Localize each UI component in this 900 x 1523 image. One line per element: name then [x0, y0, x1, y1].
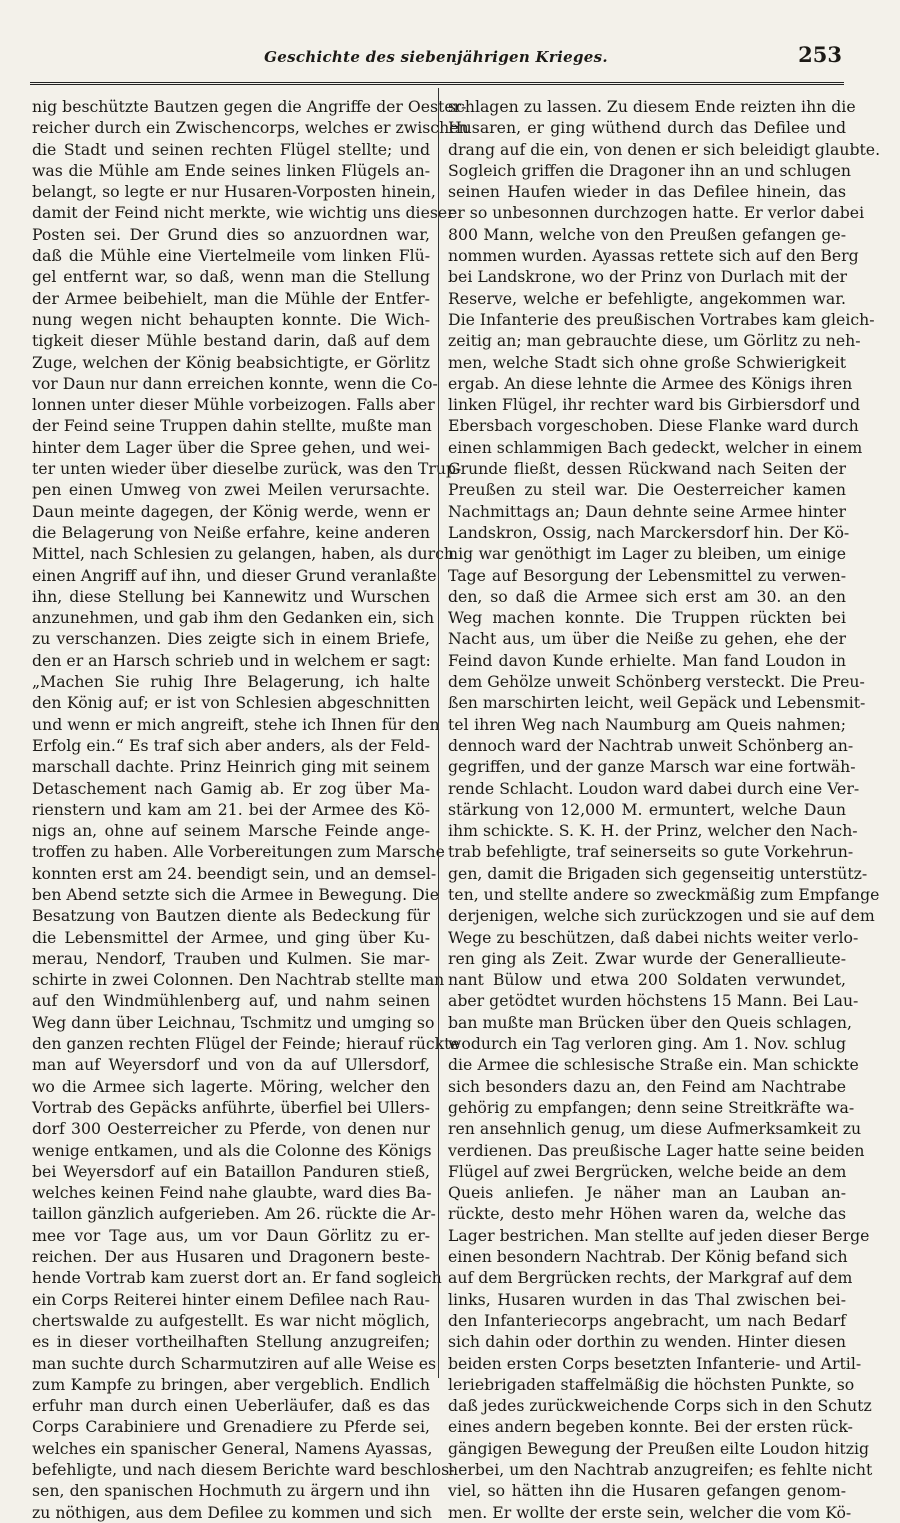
text-line: Feind davon Kunde erhielte. Man fand Loudon in [448, 650, 846, 670]
text-line: Weg dann über Leichnau, Tschmitz und umging so [32, 1012, 435, 1032]
text-line: was die Mühle am Ende seines linken Flügels an- [32, 160, 430, 180]
text-line: pen einen Umweg von zwei Meilen verursachte. [32, 480, 430, 500]
text-line: nigs an, ohne auf seinem Marsche Feinde ange- [32, 821, 430, 841]
text-line: Corps Carabiniere und Grenadiere zu Pferde sei, [32, 1417, 430, 1437]
text-line: dorf 300 Oesterreicher zu Pferde, von denen nur [32, 1119, 430, 1139]
text-line: Nachmittags an; Daun dehnte seine Armee hinter [448, 501, 846, 521]
text-line: men. Er wollte der erste sein, welcher die vom Kö- [448, 1502, 852, 1522]
text-line: den König auf; er ist von Schlesien abgeschnitten [32, 693, 430, 713]
header-rule [30, 82, 844, 85]
text-line: Reserve, welche er befehligte, angekommen war. [448, 288, 846, 308]
text-line: Erfolg ein.“ Es traf sich aber anders, als der Feld- [32, 735, 430, 755]
text-line: 800 Mann, welche von den Preußen gefangen ge- [448, 224, 846, 244]
text-line: verdienen. Das preußische Lager hatte seine beiden [448, 1140, 865, 1160]
text-line: die Stadt und seinen rechten Flügel stellte; und [32, 139, 430, 159]
text-line: einen Angriff auf ihn, und dieser Grund veranlaßte [32, 565, 437, 585]
text-line: links, Husaren wurden in das Thal zwischen bei- [448, 1289, 846, 1309]
text-line: gen, damit die Brigaden sich gegenseitig unterstütz- [448, 863, 868, 883]
text-line: erfuhr man durch einen Ueberläufer, daß es das [32, 1396, 430, 1416]
text-line: sich besonders dazu an, den Feind am Nachtrabe [448, 1076, 846, 1096]
text-line: rienstern und kam am 21. bei der Armee des Kö- [32, 799, 430, 819]
text-line: lonnen unter dieser Mühle vorbeizogen. Falls aber [32, 395, 435, 415]
text-line: welches keinen Feind nahe glaubte, ward dies Ba- [32, 1183, 432, 1203]
text-line: anzunehmen, und gab ihm den Gedanken ein, sich [32, 608, 435, 628]
text-line: men, welche Stadt sich ohne große Schwierigkeit [448, 352, 846, 372]
text-line: taillon gänzlich aufgerieben. Am 26. rückte die Ar- [32, 1204, 436, 1224]
text-line: aber getödtet wurden höchstens 15 Mann. Bei Lau- [448, 991, 859, 1011]
text-line: nig war genöthigt im Lager zu bleiben, um einige [448, 544, 846, 564]
text-line: Detaschement nach Gamig ab. Er zog über Ma- [32, 778, 430, 798]
text-line: herbei, um den Nachtrab anzugreifen; es fehlte nicht [448, 1460, 873, 1479]
text-line: ten, und stellte andere so zweckmäßig zum Empfange [448, 884, 880, 904]
text-line: Besatzung von Bautzen diente als Bedeckung für [32, 906, 430, 926]
text-line: dem Gehölze unweit Schönberg versteckt. Die Preu- [448, 672, 865, 692]
text-line: tigkeit dieser Mühle bestand darin, daß auf dem [32, 331, 430, 351]
text-line: ihm schickte. S. K. H. der Prinz, welcher den Nach- [448, 821, 858, 841]
text-line: schlagen zu lassen. Zu diesem Ende reizten ihn die [448, 97, 856, 116]
text-line: den, so daß die Armee sich erst am 30. an den [448, 586, 846, 606]
text-line: ben Abend setzte sich die Armee in Bewegung. Die [32, 884, 439, 904]
text-line: zu nöthigen, aus dem Defilee zu kommen und sich [32, 1502, 432, 1522]
text-line: den ganzen rechten Flügel der Feinde; hierauf rückte [32, 1034, 460, 1054]
text-line: Ebersbach vorgeschoben. Diese Flanke ward durch [448, 416, 859, 436]
column-divider [438, 88, 439, 1378]
text-line: derjenigen, welche sich zurückzogen und sie auf dem [448, 906, 875, 926]
text-line: es in dieser vortheilhaften Stellung anzugreifen; [32, 1332, 430, 1352]
text-line: Posten sei. Der Grund dies so anzuordnen war, [32, 224, 430, 244]
text-line: stärkung von 12,000 M. ermuntert, welche Daun [448, 799, 846, 819]
text-line: eines andern begeben konnte. Bei der ersten rück- [448, 1417, 853, 1437]
text-line: Lager bestrichen. Man stellte auf jeden dieser Berge [448, 1225, 870, 1245]
text-line: ter unten wieder über dieselbe zurück, was den Trup- [32, 459, 462, 479]
text-line: man auf Weyersdorf und von da auf Ullersdorf, [32, 1055, 430, 1075]
text-line: die Belagerung von Neiße erfahre, keine anderen [32, 522, 430, 542]
text-line: Zuge, welchen der König beabsichtigte, er Görlitz [32, 352, 430, 372]
text-line: merau, Nendorf, Trauben und Kulmen. Sie mar- [32, 948, 430, 968]
text-line: konnten erst am 24. beendigt sein, und an demsel- [32, 863, 437, 883]
text-line: gel entfernt war, so daß, wenn man die Stellung [32, 267, 430, 287]
text-line: marschall dachte. Prinz Heinrich ging mit seinem [32, 757, 430, 777]
text-line: bei Landskrone, wo der Prinz von Durlach mit der [448, 267, 848, 287]
text-line: Flügel auf zwei Bergrücken, welche beide an dem [448, 1161, 847, 1181]
text-line: hinter dem Lager über die Spree gehen, und wei- [32, 437, 430, 457]
running-head [30, 40, 842, 78]
text-line: ßen marschirten leicht, weil Gepäck und Lebensmit- [448, 693, 866, 713]
text-line: zeitig an; man gebrauchte diese, um Görlitz zu neh- [448, 331, 861, 351]
text-line: Landskron, Ossig, nach Marckersdorf hin. Der Kö- [448, 522, 850, 542]
text-line: vor Daun nur dann erreichen konnte, wenn die Co- [32, 373, 438, 393]
text-line: Daun meinte dagegen, der König werde, wenn er [32, 501, 430, 521]
text-line: bei Weyersdorf auf ein Bataillon Panduren stieß, [32, 1161, 430, 1181]
text-line: ren ansehnlich genug, um diese Aufmerksamkeit zu [448, 1119, 862, 1139]
text-line: Die Infanterie des preußischen Vortrabes kam gleich- [448, 309, 875, 329]
text-line: nig beschützte Bautzen gegen die Angriffe der Oester- [32, 97, 467, 116]
text-line: einen besondern Nachtrab. Der König befand sich [448, 1247, 848, 1267]
text-line: gehörig zu empfangen; denn seine Streitkräfte wa- [448, 1097, 855, 1117]
text-line: einen schlammigen Bach gedeckt, welcher in einem [448, 437, 863, 457]
right-column [448, 96, 881, 1522]
text-line: Nacht aus, um über die Neiße zu gehen, ehe der [448, 629, 846, 649]
text-line: beiden ersten Corps besetzten Infanterie- und Artil- [448, 1353, 862, 1373]
text-line: den er an Harsch schrieb und in welchem er sagt: [32, 650, 431, 670]
text-line: dennoch ward der Nachtrab unweit Schönberg an- [448, 735, 854, 755]
text-line: Grunde fließt, dessen Rückwand nach Seiten der [448, 459, 846, 479]
text-line: „Machen Sie ruhig Ihre Belagerung, ich halte [32, 672, 430, 692]
text-line: ban mußte man Brücken über den Queis schlagen, [448, 1012, 852, 1032]
text-line: Weg machen konnte. Die Truppen rückten bei [448, 608, 846, 628]
text-line: ren ging als Zeit. Zwar wurde der Generallieute- [448, 948, 846, 968]
text-line: wenige entkamen, und als die Colonne des Königs [32, 1140, 432, 1160]
text-line: hende Vortrab kam zuerst dort an. Er fand sogleich [32, 1268, 442, 1288]
text-line: auf dem Bergrücken rechts, der Markgraf auf dem [448, 1268, 853, 1288]
text-line: man suchte durch Scharmutziren auf alle Weise es [32, 1353, 437, 1373]
text-line: reicher durch ein Zwischencorps, welches er zwischen [32, 118, 469, 138]
text-line: wodurch ein Tag verloren ging. Am 1. Nov. schlug [448, 1034, 846, 1054]
text-line: tel ihren Weg nach Naumburg am Queis nahmen; [448, 714, 846, 734]
text-line: damit der Feind nicht merkte, wie wichtig uns dieser [32, 203, 455, 223]
text-line: rende Schlacht. Loudon ward dabei durch eine Ver- [448, 778, 860, 798]
running-title: Geschichte des siebenjährigen Krieges. [264, 48, 608, 66]
text-line: Tage auf Besorgung der Lebensmittel zu verwen- [448, 565, 846, 585]
text-line: nant Bülow und etwa 200 Soldaten verwundet, [448, 970, 846, 990]
text-line: schirte in zwei Colonnen. Den Nachtrab stellte man [32, 970, 445, 990]
text-line: gängigen Bewegung der Preußen eilte Loudon hitzig [448, 1438, 870, 1458]
text-line: Wege zu beschützen, daß dabei nichts weiter verlo- [448, 927, 859, 947]
text-line: ein Corps Reiterei hinter einem Defilee nach Rau- [32, 1289, 430, 1309]
text-line: trab befehligte, traf seinerseits so gute Vorkehrun- [448, 842, 854, 862]
text-line: troffen zu haben. Alle Vorbereitungen zum Marsche [32, 842, 445, 862]
text-line: die Armee die schlesische Straße ein. Man schickte [448, 1055, 859, 1075]
text-line: Vortrab des Gepäcks anführte, überfiel bei Ullers- [32, 1097, 430, 1117]
text-line: Husaren, er ging wüthend durch das Defilee und [448, 118, 846, 138]
text-line: daß die Mühle eine Viertelmeile vom linken Flü- [32, 246, 430, 266]
text-line: der Feind seine Truppen dahin stellte, mußte man [32, 416, 432, 436]
text-line: wo die Armee sich lagerte. Möring, welcher den [32, 1076, 430, 1096]
page-number: 253 [798, 42, 842, 67]
text-line: reichen. Der aus Husaren und Dragonern beste- [32, 1247, 430, 1267]
text-line: chertswalde zu aufgestellt. Es war nicht möglich, [32, 1310, 430, 1330]
text-line: rückte, desto mehr Höhen waren da, welche das [448, 1204, 846, 1224]
text-line: sich dahin oder dorthin zu wenden. Hinter diesen [448, 1332, 846, 1352]
left-column [32, 96, 469, 1522]
text-line: viel, so hätten ihn die Husaren gefangen genom- [448, 1481, 846, 1501]
text-line: und wenn er mich angreift, stehe ich Ihnen für den [32, 714, 440, 734]
text-line: leriebrigaden staffelmäßig die höchsten Punkte, so [448, 1374, 855, 1394]
text-line: befehligte, und nach diesem Berichte ward beschlos- [32, 1460, 455, 1479]
text-line: er so unbesonnen durchzogen hatte. Er verlor dabei [448, 203, 865, 223]
text-line: sen, den spanischen Hochmuth zu ärgern und ihn [32, 1481, 430, 1501]
text-line: Preußen zu steil war. Die Oesterreicher kamen [448, 480, 846, 500]
text-line: seinen Haufen wieder in das Defilee hinein, das [448, 182, 846, 202]
text-line: zu verschanzen. Dies zeigte sich in einem Briefe, [32, 629, 430, 649]
text-line: auf den Windmühlenberg auf, und nahm seinen [32, 991, 430, 1011]
text-line: Mittel, nach Schlesien zu gelangen, haben, als durch [32, 544, 455, 564]
text-line: nung wegen nicht behaupten konnte. Die Wich- [32, 309, 430, 329]
text-line: Queis anliefen. Je näher man an Lauban an- [448, 1183, 846, 1203]
text-line: zum Kampfe zu bringen, aber vergeblich. Endlich [32, 1374, 430, 1394]
text-line: linken Flügel, ihr rechter ward bis Girbiersdorf und [448, 395, 861, 415]
text-line: mee vor Tage aus, um vor Daun Görlitz zu er- [32, 1225, 430, 1245]
text-line: daß jedes zurückweichende Corps sich in den Schutz [448, 1396, 872, 1416]
text-line: Sogleich griffen die Dragoner ihn an und schlugen [448, 160, 852, 180]
text-line: drang auf die ein, von denen er sich beleidigt glaubte. [448, 139, 881, 159]
text-line: belangt, so legte er nur Husaren-Vorposten hinein, [32, 182, 436, 202]
text-line: gegriffen, und der ganze Marsch war eine fortwäh- [448, 757, 856, 777]
text-line: welches ein spanischer General, Namens Ayassas, [32, 1438, 433, 1458]
text-line: der Armee beibehielt, man die Mühle der Entfer- [32, 288, 430, 308]
text-line: nommen wurden. Ayassas rettete sich auf den Berg [448, 246, 859, 266]
text-line: die Lebensmittel der Armee, und ging über Ku- [32, 927, 430, 947]
text-line: ihn, diese Stellung bei Kannewitz und Wurschen [32, 586, 430, 606]
text-line: ergab. An diese lehnte die Armee des Königs ihren [448, 373, 853, 393]
text-line: den Infanteriecorps angebracht, um nach Bedarf [448, 1310, 846, 1330]
